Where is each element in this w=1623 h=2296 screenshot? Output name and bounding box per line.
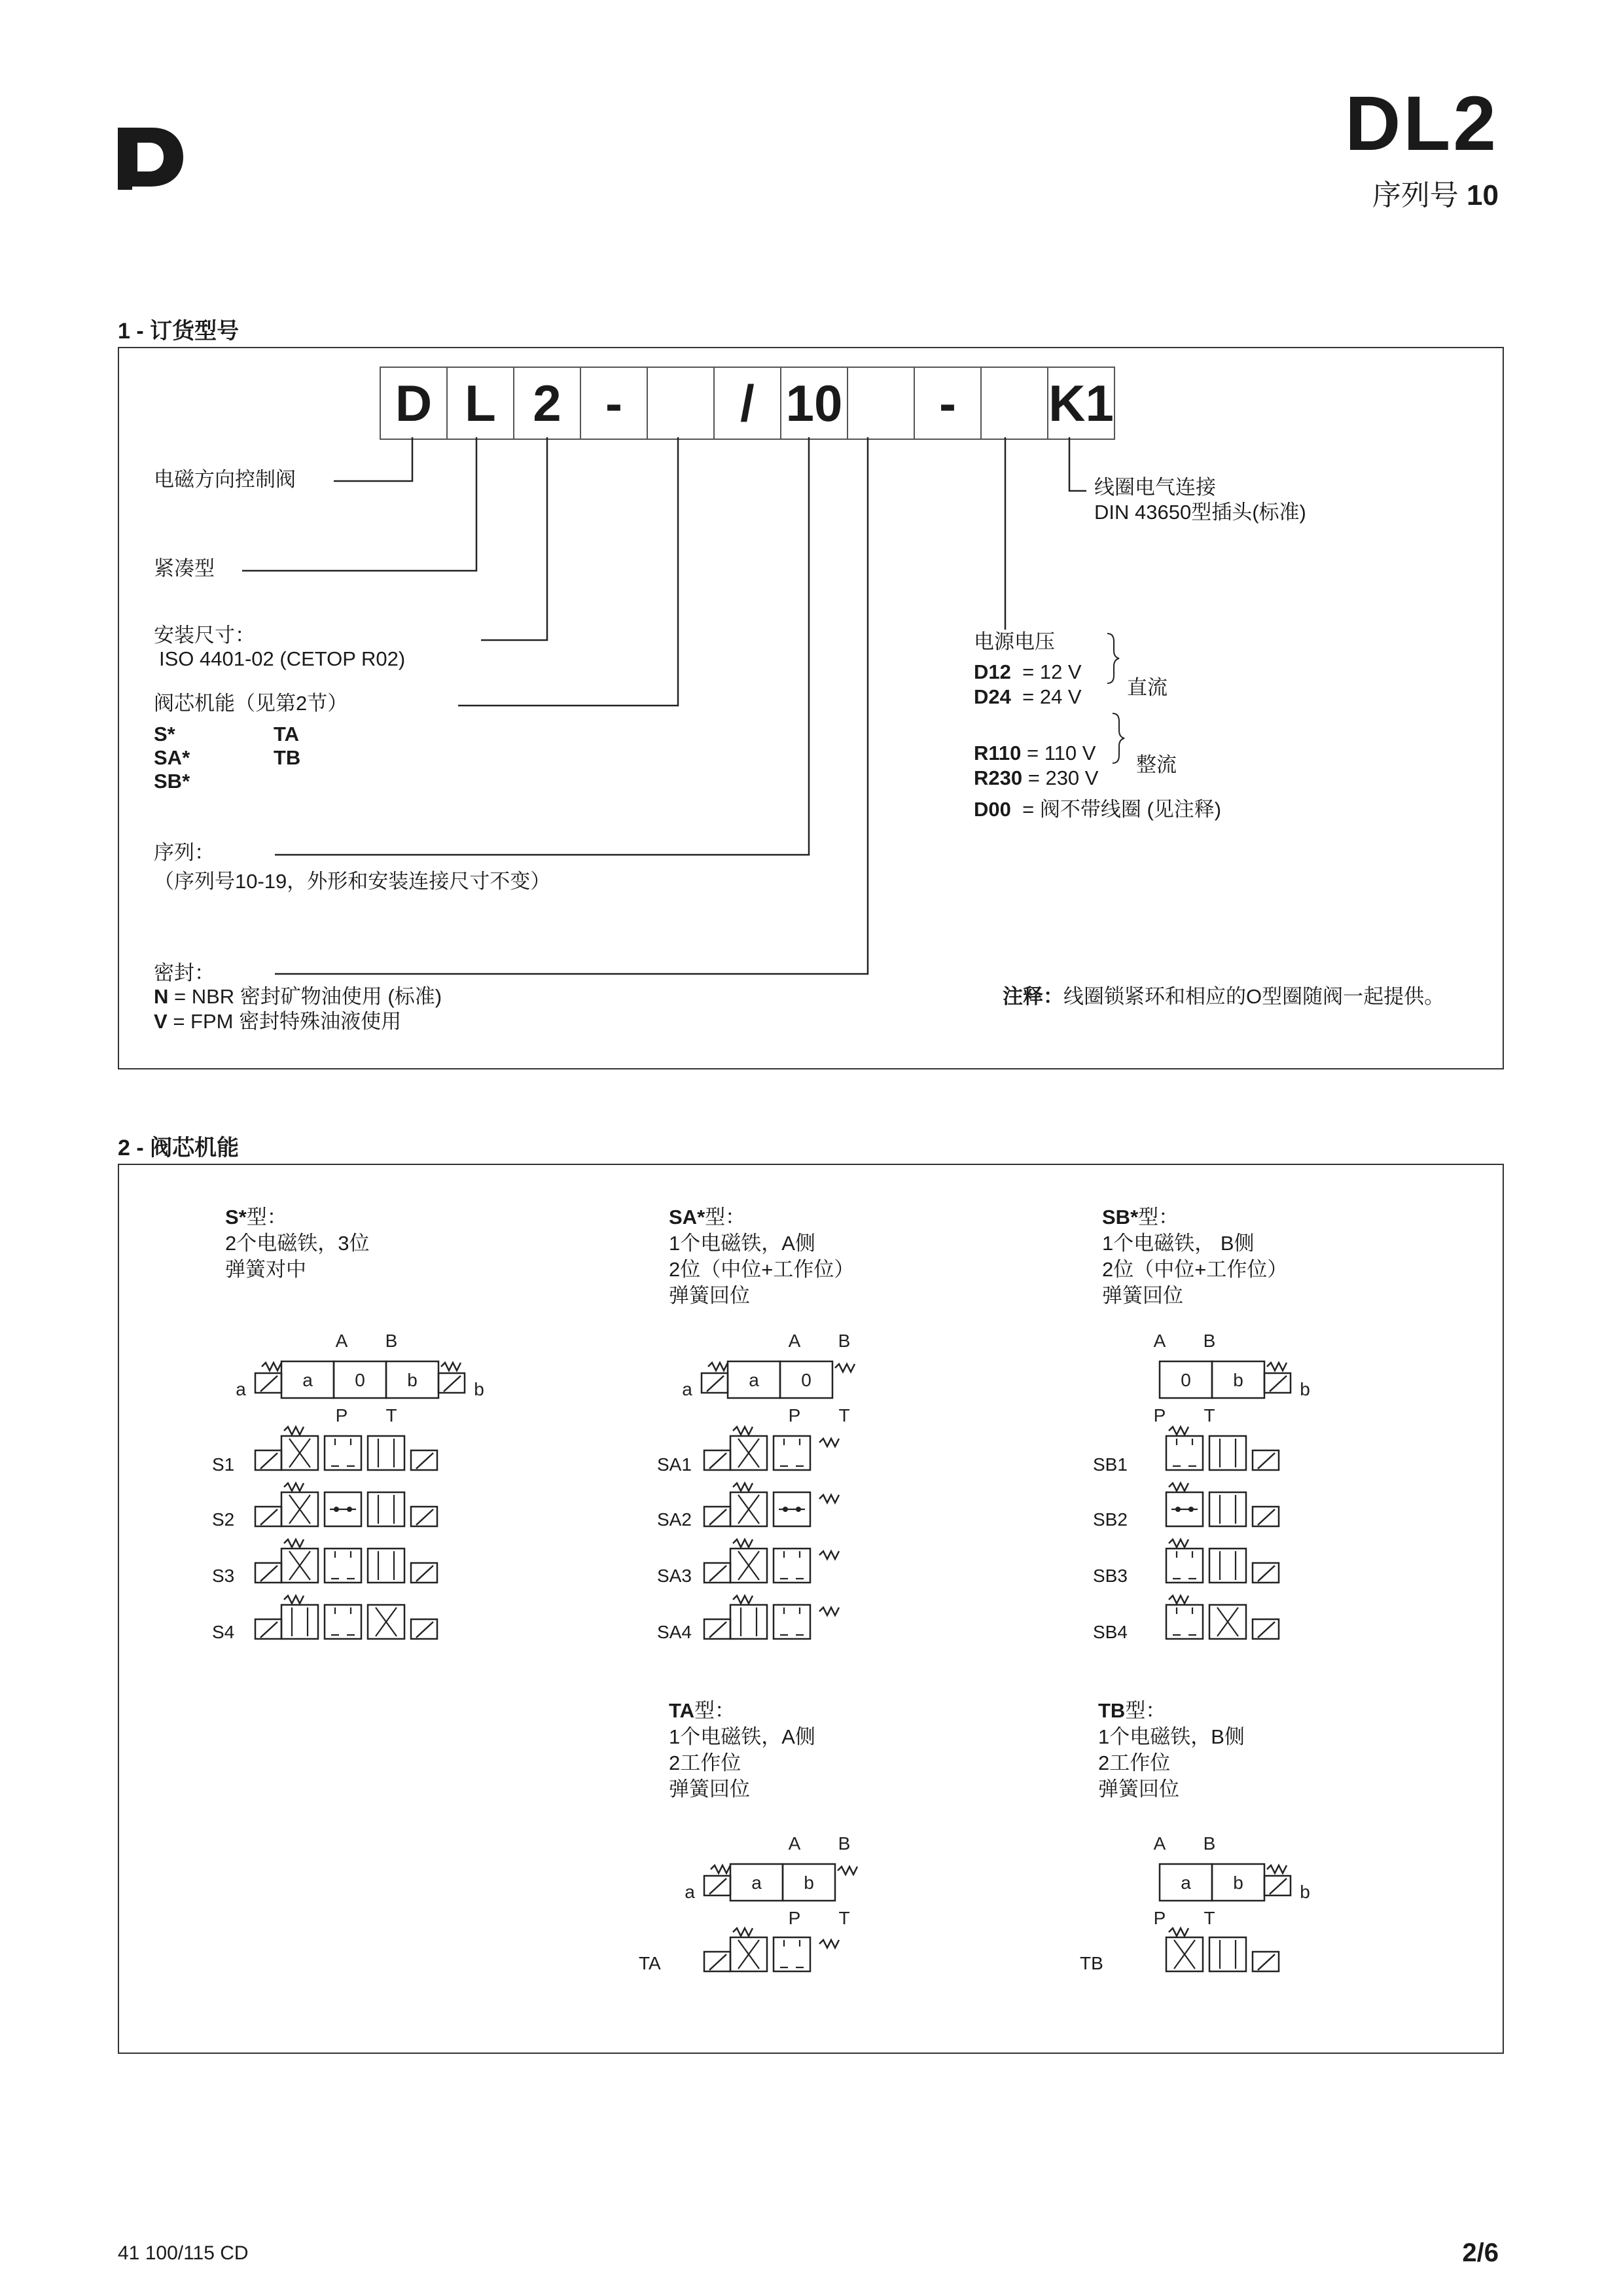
- voltage-d24: D24 = 24 V: [974, 685, 1082, 708]
- port-a-label: a: [682, 1379, 692, 1399]
- page-number: 2/6: [1462, 2238, 1499, 2267]
- valve-envelope: [281, 1605, 318, 1639]
- doc-number: 41 100/115 CD: [118, 2242, 249, 2264]
- spring-icon: [819, 1607, 839, 1615]
- valve-envelope: [774, 1605, 810, 1639]
- valve-envelope: [368, 1492, 404, 1526]
- seal-title: 密封：: [154, 961, 215, 984]
- position-label: b: [804, 1873, 814, 1893]
- valve-envelope: [1209, 1436, 1246, 1470]
- voltage-d00: D00 = 阀不带线圈 (见注释): [974, 798, 1222, 821]
- spool-title: 阀芯机能（见第2节）: [154, 692, 348, 715]
- port-T-label: T: [838, 1405, 850, 1426]
- spring-icon: [819, 1439, 839, 1446]
- row-label-s1: S1: [212, 1454, 235, 1475]
- position-label: a: [302, 1370, 313, 1390]
- mount-value: ISO 4401-02 (CETOP R02): [159, 647, 406, 670]
- spring-icon: [733, 1483, 753, 1491]
- port-P-label: P: [1153, 1405, 1166, 1426]
- series-note: （序列号10-19，外形和安装连接尺寸不变）: [154, 870, 551, 893]
- spring-icon: [733, 1427, 753, 1435]
- port-B-label: B: [1203, 1833, 1216, 1854]
- valve-envelope: [774, 1937, 810, 1971]
- model-title: DL2: [1345, 81, 1499, 167]
- valve-envelope: [1166, 1549, 1203, 1583]
- spring-icon: [819, 1495, 839, 1503]
- spool-col2: TA TB: [274, 723, 301, 769]
- voltage-d12: D12 = 12 V: [974, 660, 1082, 683]
- valve-envelope: [1166, 1605, 1203, 1639]
- row-label-tb: TB: [1080, 1953, 1103, 1973]
- group-ta-desc: TA型： 1个电磁铁，A侧 2工作位 弹簧回位: [669, 1699, 815, 1801]
- port-P-label: P: [1153, 1908, 1166, 1928]
- spring-icon: [284, 1596, 304, 1604]
- row-label-sb2: SB2: [1093, 1509, 1128, 1530]
- row-label-sb4: SB4: [1093, 1622, 1128, 1642]
- spring-icon: [819, 1551, 839, 1559]
- code-box: D: [380, 367, 448, 440]
- spring-icon: [708, 1363, 728, 1371]
- spring-icon: [284, 1539, 304, 1547]
- port-A-label: A: [788, 1833, 801, 1854]
- seal-n: N = NBR 密封矿物油使用 (标准): [154, 985, 442, 1008]
- valve-envelope: [730, 1605, 767, 1639]
- valve-envelope: [1209, 1492, 1246, 1526]
- voltage-r110: R110 = 110 V: [974, 742, 1096, 764]
- valve-type-label: 电磁方向控制阀: [154, 468, 296, 491]
- coil-connection-value: DIN 43650型插头(标准): [1094, 501, 1306, 524]
- position-label: b: [1233, 1370, 1243, 1390]
- valve-envelope: [1209, 1549, 1246, 1583]
- port-T-label: T: [838, 1908, 850, 1928]
- port-B-label: B: [385, 1331, 398, 1351]
- valve-envelope: [1166, 1436, 1203, 1470]
- position-label: a: [1181, 1873, 1191, 1893]
- position-label: a: [751, 1873, 762, 1893]
- position-label: a: [749, 1370, 759, 1390]
- series-label: 序列号 10: [1372, 179, 1499, 211]
- port-B-label: B: [1203, 1331, 1216, 1351]
- spring-icon: [1267, 1865, 1287, 1873]
- position-label: b: [1233, 1873, 1243, 1893]
- port-T-label: T: [1204, 1405, 1215, 1426]
- port-b-label: b: [1300, 1882, 1310, 1902]
- port-P-label: P: [788, 1908, 801, 1928]
- spring-icon: [284, 1427, 304, 1435]
- port-A-label: A: [335, 1331, 348, 1351]
- port-P-label: P: [335, 1405, 348, 1426]
- code-box: /: [713, 367, 781, 440]
- ac-label: 整流: [1136, 753, 1177, 776]
- group-sb-desc: SB*型： 1个电磁铁， B侧 2位（中位+工作位） 弹簧回位: [1102, 1206, 1288, 1307]
- port-a-label: a: [236, 1379, 246, 1399]
- spring-icon: [1169, 1928, 1188, 1936]
- series-title: 序列：: [154, 841, 215, 864]
- code-box: K1: [1047, 367, 1115, 440]
- position-label: b: [407, 1370, 418, 1390]
- port-b-label: b: [474, 1379, 484, 1399]
- valve-envelope: [368, 1549, 404, 1583]
- valve-envelope: [325, 1549, 361, 1583]
- spring-icon: [1169, 1596, 1188, 1604]
- coil-note: 注释：线圈锁紧环和相应的O型圈随阀一起提供。: [1003, 985, 1445, 1008]
- position-label: 0: [801, 1370, 812, 1390]
- group-sa-desc: SA*型： 1个电磁铁，A侧 2位（中位+工作位） 弹簧回位: [669, 1206, 855, 1307]
- coil-connection-title: 线圈电气连接: [1094, 476, 1216, 499]
- code-box: L: [446, 367, 514, 440]
- code-box: -: [580, 367, 648, 440]
- valve-envelope: [325, 1436, 361, 1470]
- voltage-r230: R230 = 230 V: [974, 766, 1099, 789]
- valve-envelope: [1209, 1937, 1246, 1971]
- port-T-label: T: [385, 1405, 397, 1426]
- spring-icon: [835, 1364, 855, 1372]
- row-label-sa3: SA3: [657, 1566, 692, 1586]
- section-1-title: 1 - 订货型号: [118, 319, 240, 344]
- spring-icon: [733, 1928, 753, 1936]
- code-box: 10: [780, 367, 848, 440]
- position-label: 0: [355, 1370, 365, 1390]
- valve-envelope: [774, 1549, 810, 1583]
- spring-icon: [284, 1483, 304, 1491]
- dc-label: 直流: [1127, 676, 1168, 699]
- row-label-sa2: SA2: [657, 1509, 692, 1530]
- port-B-label: B: [838, 1331, 851, 1351]
- position-label: 0: [1181, 1370, 1191, 1390]
- spring-icon: [819, 1940, 839, 1948]
- row-label-s2: S2: [212, 1509, 235, 1530]
- mount-title: 安装尺寸：: [154, 624, 255, 647]
- row-label-sa1: SA1: [657, 1454, 692, 1475]
- seal-v: V = FPM 密封特殊油液使用: [154, 1010, 402, 1033]
- spring-icon: [1169, 1539, 1188, 1547]
- spring-icon: [733, 1539, 753, 1547]
- spring-icon: [262, 1363, 281, 1371]
- spring-icon: [838, 1867, 857, 1874]
- spring-icon: [441, 1363, 461, 1371]
- spring-icon: [711, 1865, 730, 1873]
- spring-icon: [733, 1596, 753, 1604]
- section-2-title: 2 - 阀芯机能: [118, 1136, 240, 1160]
- code-box: 2: [513, 367, 581, 440]
- spring-icon: [1267, 1363, 1287, 1371]
- group-s-desc: S*型： 2个电磁铁，3位 弹簧对中: [225, 1206, 370, 1281]
- spool-col1: S* SA* SB*: [154, 723, 190, 793]
- row-label-sb3: SB3: [1093, 1566, 1128, 1586]
- spring-icon: [1169, 1427, 1188, 1435]
- group-tb-desc: TB型： 1个电磁铁，B侧 2工作位 弹簧回位: [1098, 1699, 1245, 1801]
- row-label-s3: S3: [212, 1566, 235, 1586]
- port-A-label: A: [1153, 1331, 1166, 1351]
- port-A-label: A: [1153, 1833, 1166, 1854]
- port-B-label: B: [838, 1833, 851, 1854]
- code-box: -: [914, 367, 982, 440]
- port-a-label: a: [685, 1882, 695, 1902]
- port-A-label: A: [788, 1331, 801, 1351]
- compact-label: 紧凑型: [154, 557, 215, 580]
- port-T-label: T: [1204, 1908, 1215, 1928]
- row-label-sa4: SA4: [657, 1622, 692, 1642]
- spring-icon: [1169, 1483, 1188, 1491]
- row-label-sb1: SB1: [1093, 1454, 1128, 1475]
- port-P-label: P: [788, 1405, 801, 1426]
- voltage-title: 电源电压: [974, 630, 1055, 653]
- valve-envelope: [774, 1436, 810, 1470]
- row-label-s4: S4: [212, 1622, 235, 1642]
- valve-envelope: [325, 1605, 361, 1639]
- port-b-label: b: [1300, 1379, 1310, 1399]
- row-label-ta: TA: [639, 1953, 661, 1973]
- valve-envelope: [368, 1436, 404, 1470]
